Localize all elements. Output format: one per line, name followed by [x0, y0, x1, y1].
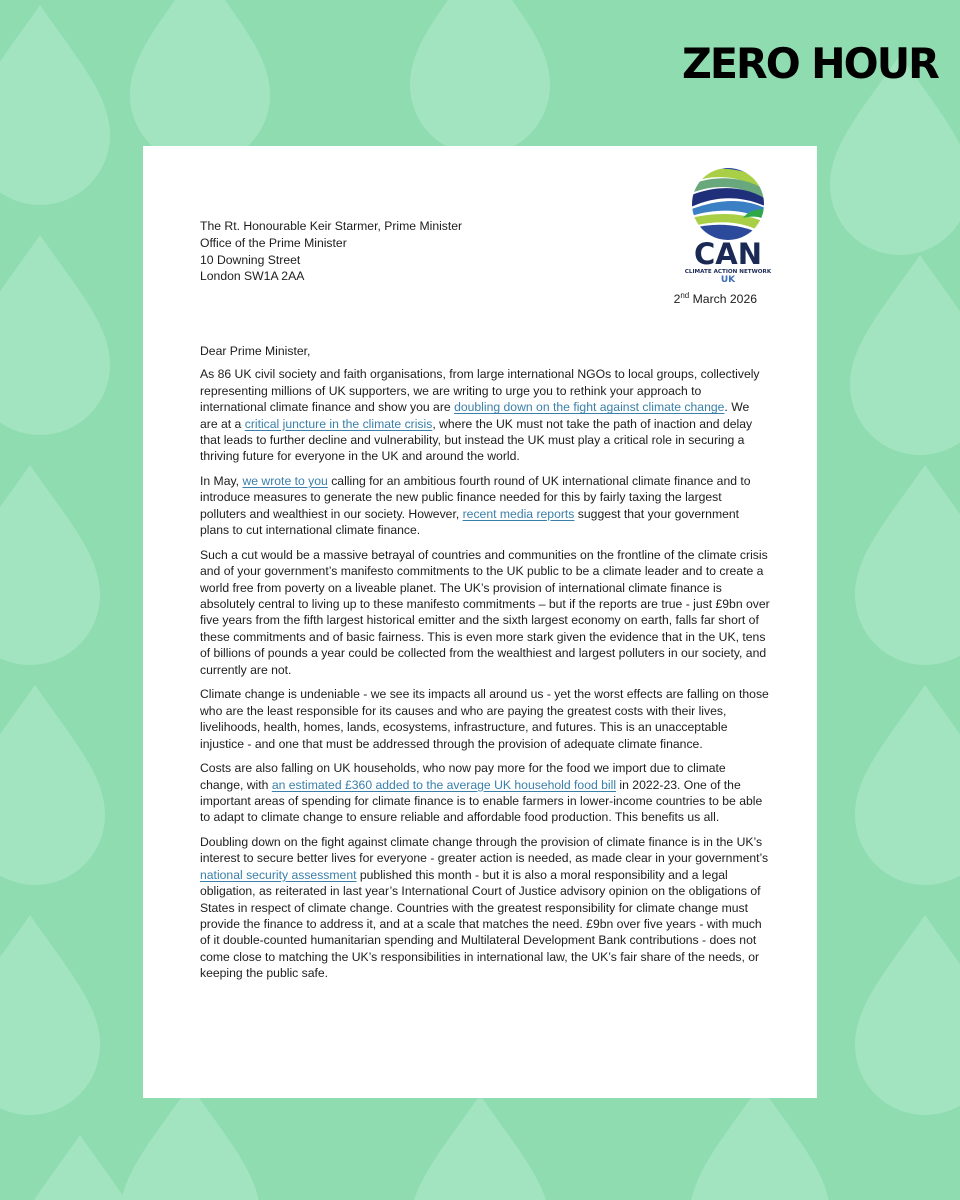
can-uk-logo: [673, 164, 783, 282]
paragraph-3: Such a cut would be a massive betrayal of countries and communities on the frontline of the climate crisis and of your government’s manifesto commitments to the UK public to be a climate leader and to create a world free from poverty on a liveable planet. The UK’s provision of international climate finance is absolutely central to living up to these manifesto commitments – but if the reports are true - just £9bn over five years from the fifth largest historical emitter and the sixth largest economy on earth, falls far short of these commitments and of basic fairness. This is even more stark given the evidence that in the UK, tens of billions of pounds a year could be collected from the wealthiest and largest polluters in our society, and currently are not.: [200, 547, 770, 677]
link-national-security-assessment[interactable]: national security assessment: [200, 867, 357, 882]
letter-date: 2nd March 2026: [673, 290, 757, 306]
can-region: UK: [720, 275, 736, 282]
link-doubling-down[interactable]: doubling down on the fight against climate change: [454, 400, 725, 415]
link-critical-juncture[interactable]: critical juncture in the climate crisis: [244, 416, 433, 431]
paragraph-5: Costs are also falling on UK households, who now pay more for the food we import due to climate change, with an estimated £360 added to the average UK household food bill in 2022-23. One of the important areas of spending for climate finance is to enable farmers in lower-income countries to be able to adapt to climate change to ensure reliable and affordable food production. This benefits us all.: [200, 761, 763, 825]
address-line: 10 Downing Street: [200, 252, 301, 267]
letter-body: [200, 343, 770, 990]
recipient-address: [200, 218, 462, 285]
address-line: London SW1A 2AA: [200, 269, 305, 284]
greeting: Dear Prime Minister,: [200, 344, 311, 358]
can-wordmark: CAN: [694, 237, 762, 271]
address-line: Office of the Prime Minister: [200, 235, 347, 250]
paragraph-2: In May, we wrote to you calling for an ambitious fourth round of UK international climate finance and to introduce measures to generate the new public finance needed for this by fairly taxing the largest polluters and wealthiest in our society. However, recent media reports suggest that your government plans to cut international climate finance.: [200, 474, 751, 538]
paragraph-1: As 86 UK civil society and faith organisations, from large international NGOs to local groups, collectively representing millions of UK supporters, we are writing to urge you to rethink your approach to international climate finance and show you are doubling down on the fight against climate change. We are at a critical juncture in the climate crisis, where the UK must not take the path of inaction and delay that leads to further decline and vulnerability, but instead the UK must play a critical role in securing a thriving future for everyone in the UK and around the world.: [200, 367, 760, 464]
brand-wordmark: ZERO HOUR: [682, 39, 938, 88]
link-food-bill-estimate[interactable]: an estimated £360 added to the average UK household food bill: [271, 777, 617, 792]
paragraph-6: Doubling down on the fight against climate change through the provision of climate finance is in the UK’s interest to secure better lives for everyone - greater action is needed, as made clear in your government’s national security assessment published this month - but it is also a moral responsibility and a legal obligation, as reiterated in last year’s International Court of Justice advisory opinion on the obligations of States in respect of climate change. Countries with the greatest responsibility for climate change must provide the finance to address it, and at a scale that matches the need. £9bn over five years - with much of it double-counted humanitarian spending and Multilateral Development Bank contributions - does not come close to matching the UK’s responsibilities in international law, the UK’s fair share of the needs, or keeping the public safe.: [200, 834, 769, 981]
globe-icon: [673, 164, 783, 244]
zero-hour-logo: [682, 39, 938, 88]
paragraph-4: Climate change is undeniable - we see its impacts all around us - yet the worst effects are falling on those who are the least responsible for its causes and who are paying the greatest costs with their lives, livelihoods, health, homes, lands, ecosystems, infrastructure, and futures. This is an unacceptable injustice - and one that must be addressed through the provision of adequate climate finance.: [200, 687, 769, 751]
address-line: The Rt. Honourable Keir Starmer, Prime Minister: [200, 219, 463, 233]
can-subtitle: CLIMATE ACTION NETWORK: [684, 269, 772, 275]
link-we-wrote-to-you[interactable]: we wrote to you: [242, 474, 328, 489]
letter-page: [143, 146, 817, 1098]
link-recent-media-reports[interactable]: recent media reports: [462, 506, 575, 521]
